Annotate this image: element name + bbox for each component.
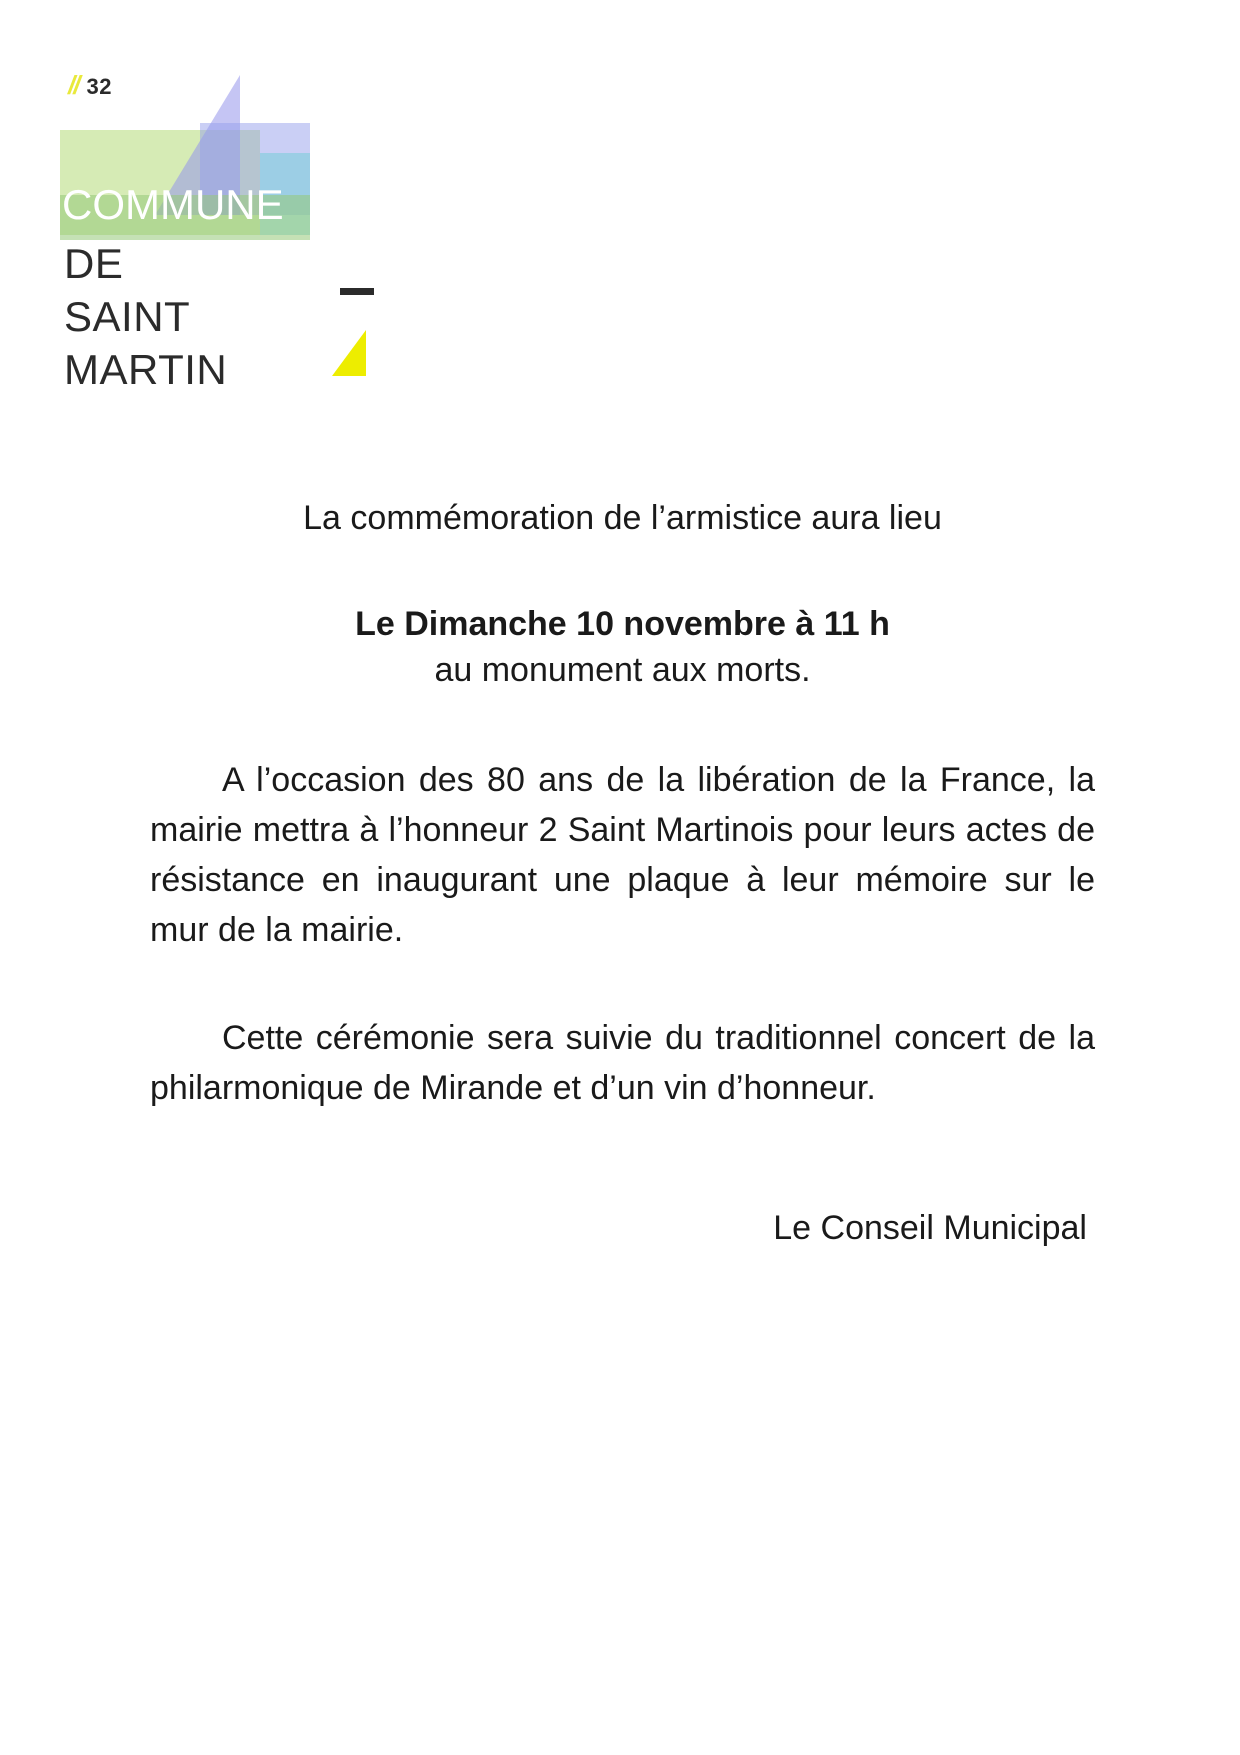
logo-word-commune: COMMUNE — [62, 181, 284, 228]
paragraph-two: Cette cérémonie sera suivie du traditionnel concert de la philarmonique de Mirande et d’un vin d’honneur. — [150, 1019, 1095, 1107]
logo-line-martin: MARTIN — [64, 346, 228, 393]
logo-yellow-triangle-icon — [332, 330, 366, 376]
logo-dash-icon — [340, 288, 374, 295]
commune-logo — [60, 55, 380, 393]
department-number: 32 — [86, 74, 112, 99]
logo-name-lines — [64, 237, 227, 396]
logo-line-saint: SAINT — [64, 293, 191, 340]
slashes-icon: // — [68, 70, 79, 100]
logo-line-de: DE — [64, 240, 124, 287]
paragraph-one: A l’occasion des 80 ans de la libération de la France, la mairie mettra à l’honneur 2 Saint Martinois pour leurs actes de résistance en inaugurant une plaque à leur mémoire sur le mur de la mairie. — [150, 761, 1095, 949]
department-badge — [68, 70, 112, 101]
intro-line: La commémoration de l’armistice aura lieu — [303, 499, 942, 537]
date-line: Le Dimanche 10 novembre à 11 h — [355, 605, 890, 643]
announcement-body — [150, 495, 1095, 1251]
place-line: au monument aux morts. — [434, 651, 811, 689]
signature-line: Le Conseil Municipal — [773, 1209, 1087, 1247]
